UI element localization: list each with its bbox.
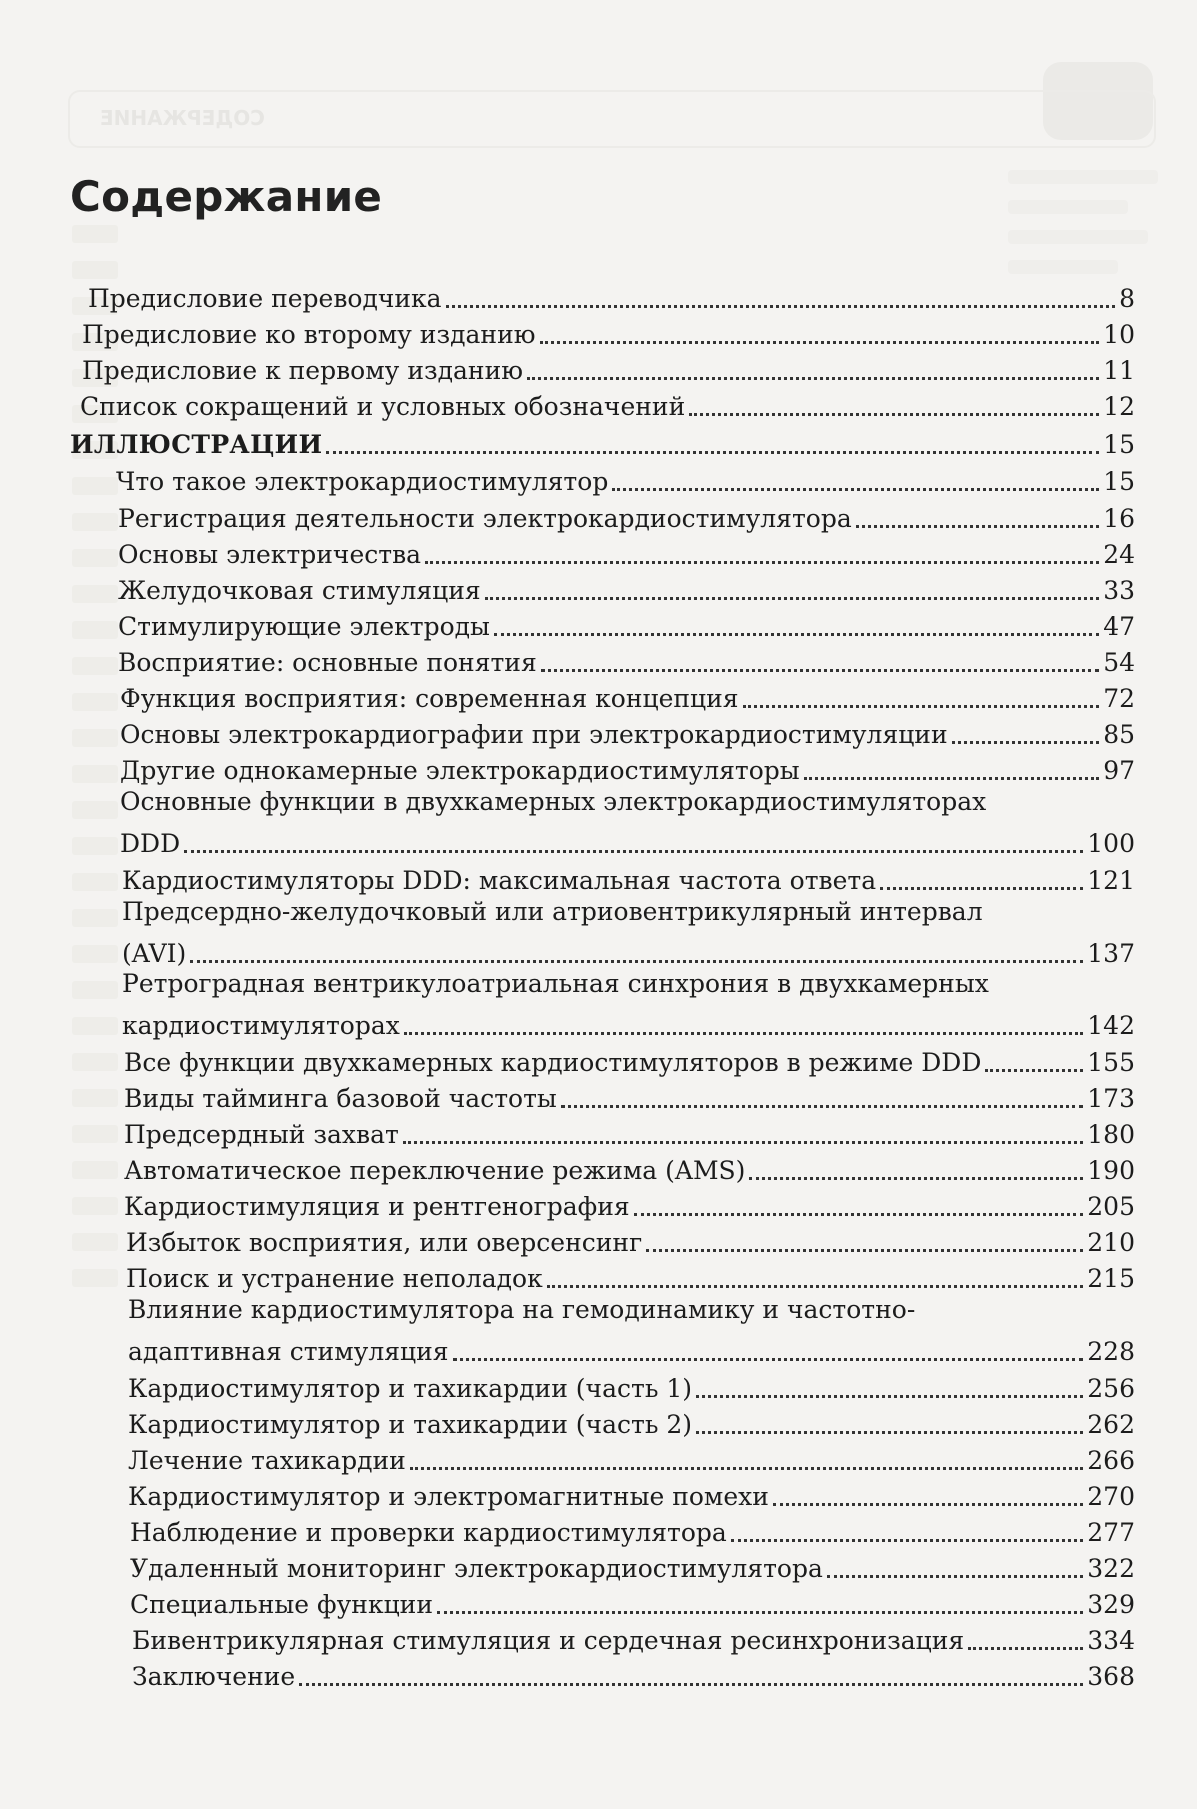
leader-dots: [403, 1141, 1083, 1144]
toc-entry-label: Функция восприятия: современная концепция: [120, 684, 739, 713]
toc-entry-label: Заключение: [132, 1662, 296, 1691]
toc-entry-avi[interactable]: [0, 896, 1135, 970]
toc-entry-label: Другие однокамерные электрокардиостимуляторы: [120, 756, 800, 785]
toc-entry-first-line: Влияние кардиостимулятора на гемодинамику и частотно-: [128, 1295, 916, 1324]
toc-entry-page: 205: [1087, 1192, 1135, 1221]
toc-entry-special-functions[interactable]: [0, 1584, 1135, 1621]
toc-entry-page: 266: [1087, 1446, 1135, 1475]
toc-entry-single-chamber[interactable]: [0, 750, 1135, 787]
toc-entry-label: Регистрация деятельности электрокардиостимулятора: [118, 504, 852, 533]
leader-dots: [527, 377, 1099, 380]
leader-dots: [689, 413, 1099, 416]
toc-entry-label: Автоматическое переключение режима (AMS): [124, 1156, 746, 1185]
toc-entry-page: 11: [1103, 356, 1135, 385]
toc-entry-pacing-leads[interactable]: [0, 606, 1135, 643]
toc-entry-page: 228: [1087, 1337, 1135, 1366]
leader-dots: [856, 525, 1099, 528]
leader-dots: [749, 1177, 1083, 1180]
toc-entry-recording[interactable]: [0, 498, 1135, 535]
toc-entry-page: 54: [1103, 648, 1135, 677]
toc-entry-page: 173: [1087, 1084, 1135, 1113]
toc-entry-page: 155: [1087, 1048, 1135, 1077]
toc-entry-page: 10: [1103, 320, 1135, 349]
running-header-label: СОДЕРЖАНИЕ: [100, 106, 265, 130]
toc-entry-label: Желудочковая стимуляция: [118, 576, 481, 605]
toc-entry-what-is-pacemaker[interactable]: [0, 461, 1135, 498]
leader-dots: [541, 669, 1099, 672]
leader-dots: [326, 451, 1099, 454]
toc-entry-page: 137: [1087, 939, 1135, 968]
toc-entry-label: Предсердный захват: [124, 1120, 399, 1149]
toc-entry-ddd-all-functions[interactable]: [0, 1042, 1135, 1079]
toc-entry-label: Кардиостимуляторы DDD: максимальная частота ответа: [122, 866, 877, 895]
toc-entry-label: Лечение тахикардии: [128, 1446, 406, 1475]
toc-entry-page: 180: [1087, 1120, 1135, 1149]
toc-entry-label: Список сокращений и условных обозначений: [80, 392, 686, 421]
toc-entry-label: Кардиостимулятор и тахикардии (часть 2): [128, 1410, 693, 1439]
toc-entry-page: 322: [1087, 1554, 1135, 1583]
leader-dots: [540, 341, 1100, 344]
running-header: [68, 90, 1156, 148]
toc-entry-page: 12: [1103, 392, 1135, 421]
toc-entry-troubleshooting[interactable]: [0, 1258, 1135, 1295]
toc-entry-page: 334: [1087, 1626, 1135, 1655]
toc-entry-oversensing[interactable]: [0, 1222, 1135, 1259]
leader-dots: [410, 1467, 1083, 1470]
toc-entry-sensing-modern[interactable]: [0, 678, 1135, 715]
toc-entry-page: 270: [1087, 1482, 1135, 1511]
leader-dots: [425, 561, 1099, 564]
toc-entry-tachycardia-part1[interactable]: [0, 1368, 1135, 1405]
toc-entry-second-edition-preface[interactable]: [0, 314, 1135, 351]
toc-entry-label: DDD: [120, 829, 181, 858]
toc-entry-conclusion[interactable]: [0, 1656, 1135, 1693]
toc-entry-crt[interactable]: [0, 1620, 1135, 1657]
leader-dots: [547, 1285, 1084, 1288]
toc-entry-page: 16: [1103, 504, 1135, 533]
toc-entry-dual-chamber-ddd[interactable]: [0, 786, 1135, 860]
toc-entry-illustrations[interactable]: [0, 424, 1135, 461]
page-title: Содержание: [70, 172, 383, 221]
toc-entry-page: 121: [1087, 866, 1135, 895]
toc-entry-remote-monitoring[interactable]: [0, 1548, 1135, 1585]
leader-dots: [561, 1105, 1083, 1108]
leader-dots: [299, 1683, 1083, 1686]
toc-entry-label: Виды тайминга базовой частоты: [124, 1084, 557, 1113]
leader-dots: [404, 1032, 1083, 1035]
leader-dots: [453, 1358, 1084, 1361]
leader-dots: [190, 960, 1083, 963]
toc-entry-page: 329: [1087, 1590, 1135, 1619]
toc-entry-page: 142: [1087, 1011, 1135, 1040]
toc-entry-emi[interactable]: [0, 1476, 1135, 1513]
toc-entry-label: Специальные функции: [130, 1590, 433, 1619]
toc-entry-label: Предисловие переводчика: [88, 284, 442, 313]
toc-entry-ams[interactable]: [0, 1150, 1135, 1187]
toc-entry-label: Предисловие ко второму изданию: [82, 320, 536, 349]
toc-entry-label: Восприятие: основные понятия: [118, 648, 537, 677]
toc-entry-radiography[interactable]: [0, 1186, 1135, 1223]
toc-entry-first-line: Основные функции в двухкамерных электрокардиостимуляторах: [120, 787, 987, 816]
leader-dots: [446, 305, 1116, 308]
toc-entry-first-line: Предсердно-желудочковый или атриовентрикулярный интервал: [122, 897, 983, 926]
toc-entry-label: Основы электрокардиографии при электрокардиостимуляции: [120, 720, 948, 749]
toc-entry-base-rate-timing[interactable]: [0, 1078, 1135, 1115]
toc-entry-label: Бивентрикулярная стимуляция и сердечная ресинхронизация: [132, 1626, 965, 1655]
leader-dots: [696, 1395, 1083, 1398]
toc-entry-page: 8: [1119, 284, 1135, 313]
leader-dots: [773, 1503, 1083, 1506]
toc-entry-page: 256: [1087, 1374, 1135, 1403]
toc-entry-tachycardia-treatment[interactable]: [0, 1440, 1135, 1477]
toc-entry-label: Стимулирующие электроды: [118, 612, 490, 641]
toc-entry-label: Что такое электрокардиостимулятор: [116, 467, 609, 496]
toc-entry-label: (AVI): [122, 939, 187, 968]
toc-entry-page: 72: [1103, 684, 1135, 713]
toc-entry-label: Кардиостимулятор и электромагнитные помехи: [128, 1482, 769, 1511]
leader-dots: [646, 1249, 1083, 1252]
leader-dots: [494, 633, 1099, 636]
toc-entry-label: Предисловие к первому изданию: [82, 356, 524, 385]
leader-dots: [804, 777, 1100, 780]
toc-entry-page: 368: [1087, 1662, 1135, 1691]
toc-entry-label: кардиостимуляторах: [122, 1011, 400, 1040]
toc-entry-hemodynamics[interactable]: [0, 1294, 1135, 1368]
leader-dots: [485, 597, 1100, 600]
toc-entry-translator-preface[interactable]: [0, 278, 1135, 315]
toc-entry-atrial-capture[interactable]: [0, 1114, 1135, 1151]
toc-entry-page: 15: [1103, 467, 1135, 496]
leader-dots: [827, 1575, 1083, 1578]
leader-dots: [743, 705, 1100, 708]
toc-entry-label: Кардиостимуляция и рентгенография: [124, 1192, 630, 1221]
toc-entry-ecg-basics[interactable]: [0, 714, 1135, 751]
leader-dots: [731, 1539, 1083, 1542]
leader-dots: [952, 741, 1100, 744]
toc-entry-follow-up[interactable]: [0, 1512, 1135, 1549]
toc-section-heading: ИЛЛЮСТРАЦИИ: [70, 430, 323, 459]
toc-entry-label: Основы электричества: [118, 540, 422, 569]
toc-entry-page: 85: [1103, 720, 1135, 749]
toc-entry-first-edition-preface[interactable]: [0, 350, 1135, 387]
toc-entry-page: 24: [1103, 540, 1135, 569]
leader-dots: [612, 488, 1099, 491]
leader-dots: [634, 1213, 1084, 1216]
toc-entry-tachycardia-part2[interactable]: [0, 1404, 1135, 1441]
toc-entry-label: Все функции двухкамерных кардиостимуляторов в режиме DDD: [124, 1048, 982, 1077]
toc-entry-page: 33: [1103, 576, 1135, 605]
toc-entry-page: 100: [1087, 829, 1135, 858]
toc-entry-label: адаптивная стимуляция: [128, 1337, 449, 1366]
toc-entry-page: 47: [1103, 612, 1135, 641]
toc-entry-page: 262: [1087, 1410, 1135, 1439]
leader-dots: [437, 1611, 1083, 1614]
toc-entry-first-line: Ретроградная вентрикулоатриальная синхрония в двухкамерных: [122, 969, 989, 998]
toc-entry-page: 277: [1087, 1518, 1135, 1547]
leader-dots: [985, 1069, 1083, 1072]
toc-entry-page: 97: [1103, 756, 1135, 785]
toc-entry-page: 15: [1103, 430, 1135, 459]
leader-dots: [184, 850, 1083, 853]
toc-entry-page: 190: [1087, 1156, 1135, 1185]
leader-dots: [880, 887, 1083, 890]
toc-entry-ventricular-pacing[interactable]: [0, 570, 1135, 607]
toc-entry-label: Избыток восприятия, или оверсенсинг: [126, 1228, 643, 1257]
toc-entry-abbreviations[interactable]: [0, 386, 1135, 423]
toc-entry-ddd-max-rate[interactable]: [0, 860, 1135, 897]
toc-entry-label: Кардиостимулятор и тахикардии (часть 1): [128, 1374, 693, 1403]
toc-entry-sensing-basics[interactable]: [0, 642, 1135, 679]
bleed-through-mark: [72, 225, 132, 261]
toc-entry-label: Поиск и устранение неполадок: [126, 1264, 543, 1293]
toc-entry-retrograde-va[interactable]: [0, 968, 1135, 1042]
toc-entry-label: Наблюдение и проверки кардиостимулятора: [130, 1518, 727, 1547]
toc-entry-electricity-basics[interactable]: [0, 534, 1135, 571]
toc-entry-page: 215: [1087, 1264, 1135, 1293]
leader-dots: [696, 1431, 1083, 1434]
leader-dots: [968, 1647, 1083, 1650]
toc-entry-page: 210: [1087, 1228, 1135, 1257]
toc-entry-label: Удаленный мониторинг электрокардиостимулятора: [130, 1554, 823, 1583]
